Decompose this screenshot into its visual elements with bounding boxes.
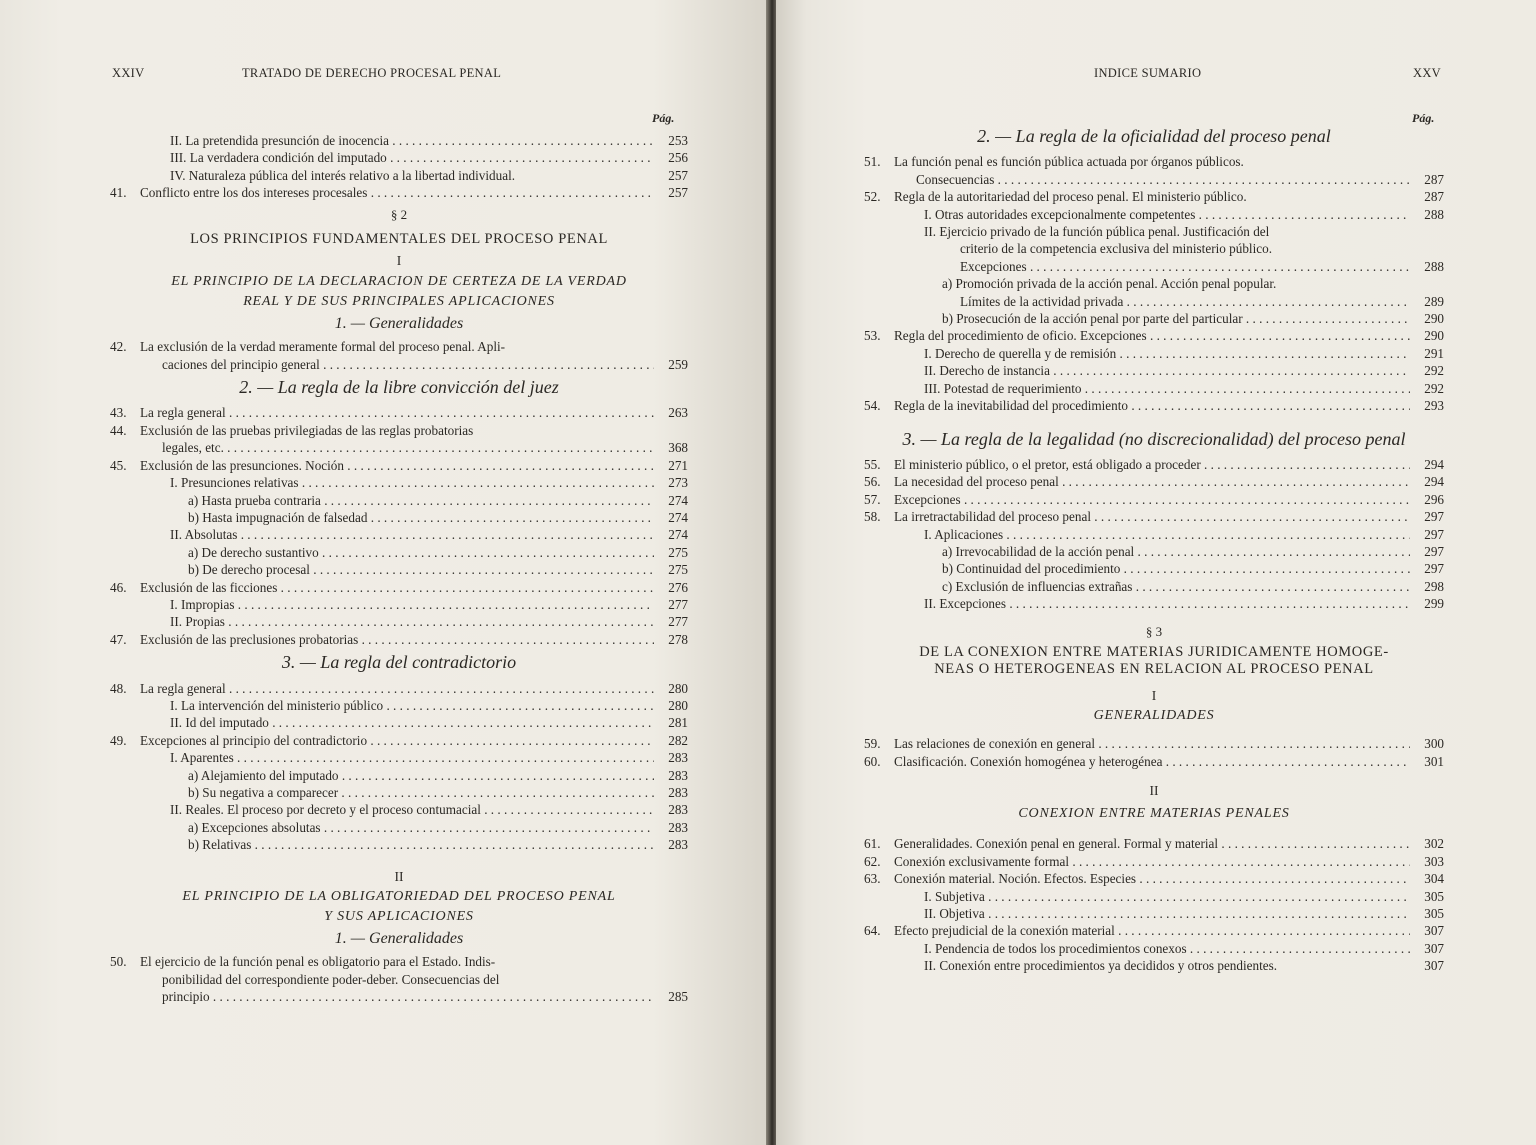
toc-entry [110, 732, 688, 749]
toc-entry [864, 735, 1444, 752]
toc-entry [864, 940, 1444, 957]
toc-entry-text: Excepciones al principio del contradictorio . . . [140, 732, 654, 749]
toc-entry-number: 59. [864, 736, 881, 752]
toc-entry-number: 46. [110, 579, 127, 595]
toc-entry-text: a) Promoción privada de la acción penal. Acción penal popular. [942, 276, 1277, 292]
left-sub2: 2. — La regla de la libre convicción del juez [239, 377, 559, 398]
toc-entry [864, 560, 1444, 577]
toc-entry-page: 294 [1424, 474, 1444, 490]
toc-entry-page: 281 [668, 715, 688, 731]
toc-entry [110, 526, 688, 543]
toc-entry-page: 259 [668, 356, 688, 372]
left-entries-c [110, 404, 688, 648]
left-sub3: 3. — La regla del contradictorio [281, 652, 517, 673]
toc-entry [110, 404, 688, 421]
toc-entry-number: 61. [864, 836, 881, 852]
toc-entry [110, 784, 688, 801]
toc-entry-number: 57. [864, 491, 881, 507]
toc-entry-page: 297 [1424, 526, 1444, 542]
toc-entry-page: 257 [668, 185, 688, 201]
toc-entry-page: 297 [1424, 561, 1444, 577]
toc-entry-text: Regla de la autoritariedad del proceso penal. El ministerio público. [894, 189, 1247, 205]
toc-entry-page: 307 [1424, 958, 1444, 974]
toc-entry-page: 282 [668, 732, 688, 748]
toc-entry-text: b) Su negativa a comparecer . . . [140, 784, 654, 801]
left-entries-e [110, 953, 688, 1005]
toc-entry-text: Exclusión de las preclusiones probatorias . . . [140, 631, 654, 648]
toc-entry-page: 291 [1424, 345, 1444, 361]
toc-entry-page: 256 [668, 150, 688, 166]
toc-entry [110, 613, 688, 630]
toc-entry-text: II. Ejercicio privado de la función pública penal. Justificación del [924, 224, 1270, 240]
left-part-two-title-2: Y SUS APLICACIONES [324, 909, 474, 925]
toc-entry [864, 171, 1444, 188]
toc-entry-text: II. Objetiva . . . [894, 905, 1410, 922]
toc-entry-text: legales, etc. . . . [140, 439, 654, 456]
toc-entry-page: 283 [668, 785, 688, 800]
right-part-one-numeral: I [1151, 687, 1157, 703]
toc-entry [110, 492, 688, 509]
toc-entry-page: 290 [1424, 311, 1444, 327]
right-running-title: INDICE SUMARIO [1094, 66, 1202, 80]
toc-entry-page: 290 [1424, 328, 1444, 344]
toc-entry-page: 278 [668, 631, 688, 647]
toc-entry-number: 45. [110, 457, 127, 473]
toc-entry [110, 596, 688, 613]
toc-entry [864, 870, 1444, 887]
toc-entry-page: 299 [1424, 596, 1444, 612]
toc-entry-text: Efecto prejudicial de la conexión material . . . [894, 922, 1410, 939]
toc-entry-text: Excepciones . . . [894, 258, 1410, 275]
toc-entry-number: 55. [864, 456, 881, 472]
toc-entry-text: I. Impropias . . . [140, 596, 654, 613]
toc-entry-page: 297 [1424, 543, 1444, 559]
toc-entry-page: 271 [668, 457, 688, 473]
toc-entry [864, 327, 1444, 344]
toc-entry-text: I. Pendencia de todos los procedimientos conexos . . . [894, 940, 1410, 957]
toc-entry-text: El ministerio público, o el pretor, está obligado a proceder . . . [894, 456, 1410, 473]
left-part-one-title-1: EL PRINCIPIO DE LA DECLARACION DE CERTEZA DE LA VERDAD [171, 273, 627, 289]
toc-entry-page: 280 [668, 697, 688, 713]
toc-entry-page: 274 [668, 492, 688, 508]
toc-entry [864, 526, 1444, 543]
toc-entry-text: c) Exclusión de influencias extrañas . . . [894, 578, 1410, 595]
right-entries-a [864, 153, 1444, 414]
toc-entry-page: 307 [1424, 923, 1444, 939]
left-sub4: 1. — Generalidades [334, 930, 464, 948]
left-entries-d [110, 680, 688, 854]
toc-entry-page: 288 [1424, 206, 1444, 222]
toc-entry-number: 63. [864, 871, 881, 887]
toc-entry-page: 293 [1424, 398, 1444, 414]
toc-entry-text: criterio de la competencia exclusiva del ministerio público. [960, 241, 1272, 257]
toc-entry-page: 257 [668, 167, 688, 183]
toc-entry-text: Límites de la actividad privada . . . [894, 293, 1410, 310]
right-section-title-1: DE LA CONEXION ENTRE MATERIAS JURIDICAMENTE HOMOGE- [919, 643, 1389, 660]
right-entries-b [864, 456, 1444, 613]
toc-entry-text: II. Conexión entre procedimientos ya decididos y otros pendientes. [924, 958, 1278, 974]
toc-entry-text: b) Continuidad del procedimiento . . . [894, 560, 1410, 577]
toc-entry-text: I. Otras autoridades excepcionalmente competentes . . . [894, 206, 1410, 223]
toc-entry [864, 888, 1444, 905]
toc-entry-text: Regla de la inevitabilidad del procedimiento . . . [894, 397, 1410, 414]
toc-entry [110, 439, 688, 456]
toc-entry-number: 56. [864, 474, 881, 490]
toc-entry [110, 836, 688, 853]
toc-entry-text: Las relaciones de conexión en general . . . [894, 735, 1410, 752]
toc-entry [110, 338, 688, 355]
left-entries-a [110, 132, 688, 202]
toc-entry [864, 491, 1444, 508]
toc-entry-text: I. Aparentes . . . [140, 749, 654, 766]
toc-entry-text: Exclusión de las pruebas privilegiadas de las reglas probatorias [140, 422, 474, 438]
right-page [776, 0, 1536, 1145]
toc-entry-number: 58. [864, 509, 881, 525]
toc-entry [864, 153, 1444, 170]
toc-entry-text: I. Aplicaciones . . . [894, 526, 1410, 543]
toc-entry-page: 274 [668, 527, 688, 543]
toc-entry-page: 292 [1424, 380, 1444, 396]
toc-entry-text: b) Hasta impugnación de falsedad . . . [140, 509, 654, 526]
toc-entry-text: II. Reales. El proceso por decreto y el proceso contumacial . . . [140, 801, 654, 818]
left-section-mark: § 2 [390, 206, 408, 222]
left-folio: XXIV [112, 66, 145, 80]
toc-entry [110, 167, 688, 184]
toc-entry-text: Conflicto entre los dos intereses procesales . . . [140, 184, 654, 201]
toc-entry-text: ponibilidad del correspondiente poder-deber. Consecuencias del [162, 971, 500, 987]
right-part-two-numeral: II [1149, 783, 1159, 798]
toc-entry-page: 305 [1424, 906, 1444, 922]
toc-entry-page: 275 [668, 544, 688, 560]
toc-entry-text: a) Hasta prueba contraria . . . [140, 492, 654, 509]
toc-entry-page: 292 [1424, 363, 1444, 379]
toc-entry-page: 283 [668, 750, 688, 766]
toc-entry-text: Conexión material. Noción. Efectos. Especies . . . [894, 870, 1410, 887]
right-entries-c [864, 735, 1444, 770]
toc-entry [110, 714, 688, 731]
toc-entry [110, 474, 688, 491]
toc-entry [864, 206, 1444, 223]
toc-entry-text: III. La verdadera condición del imputado . . . [140, 149, 654, 166]
toc-entry [864, 188, 1444, 205]
toc-entry-page: 283 [668, 819, 688, 835]
right-part-two-title: CONEXION ENTRE MATERIAS PENALES [1018, 806, 1290, 822]
toc-entry [864, 345, 1444, 362]
toc-entry-number: 47. [110, 631, 127, 647]
toc-entry-text: a) Irrevocabilidad de la acción penal . . . [894, 543, 1410, 560]
toc-entry-page: 253 [668, 133, 688, 148]
toc-entry [110, 631, 688, 648]
toc-entry-number: 54. [864, 398, 881, 414]
toc-entry [110, 988, 688, 1005]
toc-entry [110, 149, 688, 166]
toc-entry [110, 544, 688, 561]
toc-entry-page: 307 [1424, 940, 1444, 956]
toc-entry-text: I. La intervención del ministerio público . . . [140, 697, 654, 714]
toc-entry-page: 280 [668, 680, 688, 696]
toc-entry [864, 293, 1444, 310]
toc-entry-text: La exclusión de la verdad meramente formal del proceso penal. Apli- [140, 339, 506, 355]
toc-entry-number: 50. [110, 954, 127, 970]
toc-entry [110, 953, 688, 970]
toc-entry-page: 285 [668, 989, 688, 1005]
toc-entry [864, 380, 1444, 397]
right-section-mark: § 3 [1145, 623, 1163, 639]
toc-entry-page: 305 [1424, 888, 1444, 904]
toc-entry-page: 277 [668, 614, 688, 630]
toc-entry-text: Clasificación. Conexión homogénea y heterogénea . . . [894, 753, 1410, 770]
left-running-title: TRATADO DE DERECHO PROCESAL PENAL [242, 66, 502, 80]
toc-entry [110, 132, 688, 149]
toc-entry-number: 62. [864, 853, 881, 869]
toc-entry-text: a) Excepciones absolutas . . . [140, 819, 654, 836]
toc-entry [110, 579, 688, 596]
toc-entry-number: 52. [864, 189, 881, 205]
toc-entry-text: II. Absolutas . . . [140, 526, 654, 543]
left-part-one-title-2: REAL Y DE SUS PRINCIPALES APLICACIONES [243, 293, 555, 309]
right-sub2: 3. — La regla de la legalidad (no discrecionalidad) del proceso penal [902, 428, 1406, 449]
right-section-title-2: NEAS O HETEROGENEAS EN RELACION AL PROCESO PENAL [934, 661, 1374, 678]
toc-entry-text: La regla general . . . [140, 680, 654, 697]
toc-entry-page: 287 [1424, 189, 1444, 205]
toc-entry-number: 42. [110, 339, 127, 355]
toc-entry [864, 853, 1444, 870]
right-entries-d [864, 835, 1444, 974]
toc-entry-page: 277 [668, 596, 688, 612]
left-entries-b [110, 338, 688, 373]
toc-entry [864, 456, 1444, 473]
toc-entry [864, 753, 1444, 770]
toc-entry-text: Exclusión de las ficciones . . . [140, 579, 654, 596]
toc-entry-page: 300 [1424, 736, 1444, 752]
toc-entry [110, 509, 688, 526]
toc-entry [864, 578, 1444, 595]
toc-entry-text: II. Derecho de instancia . . . [894, 362, 1410, 379]
toc-entry [864, 223, 1444, 240]
toc-entry-page: 294 [1424, 456, 1444, 472]
right-pag-label: Pág. [1412, 111, 1435, 125]
toc-entry-page: 263 [668, 405, 688, 421]
right-part-one-title: GENERALIDADES [1093, 708, 1215, 724]
toc-entry [864, 362, 1444, 379]
toc-entry [864, 310, 1444, 327]
toc-entry [864, 922, 1444, 939]
toc-entry-page: 297 [1424, 509, 1444, 525]
toc-entry-text: I. Derecho de querella y de remisión . . . [894, 345, 1410, 362]
toc-entry [864, 595, 1444, 612]
toc-entry [864, 905, 1444, 922]
toc-entry-text: La función penal es función pública actuada por órganos públicos. [894, 154, 1244, 170]
toc-entry-number: 51. [864, 154, 881, 170]
toc-entry-page: 303 [1424, 853, 1444, 869]
left-pag-label: Pág. [652, 111, 675, 125]
toc-entry-number: 43. [110, 405, 127, 421]
toc-entry-number: 53. [864, 328, 881, 344]
toc-entry-page: 288 [1424, 258, 1444, 274]
toc-entry-page: 301 [1424, 753, 1444, 769]
toc-entry-text: II. Id del imputado . . . [140, 714, 654, 731]
left-section-title: LOS PRINCIPIOS FUNDAMENTALES DEL PROCESO PENAL [190, 231, 608, 248]
toc-entry-text: IV. Naturaleza pública del interés relativo a la libertad individual. [170, 167, 516, 183]
toc-entry-page: 276 [668, 579, 688, 595]
toc-entry-page: 304 [1424, 871, 1444, 887]
toc-entry-text: Consecuencias . . . [894, 171, 1410, 188]
toc-entry-page: 296 [1424, 491, 1444, 507]
toc-entry [110, 749, 688, 766]
toc-entry [110, 680, 688, 697]
toc-entry [864, 397, 1444, 414]
toc-entry [110, 184, 688, 201]
toc-entry-text: II. Propias . . . [140, 613, 654, 630]
toc-entry-text: a) De derecho sustantivo . . . [140, 544, 654, 561]
toc-entry [864, 473, 1444, 490]
toc-entry [110, 819, 688, 836]
toc-entry [864, 957, 1444, 974]
right-folio: XXV [1413, 66, 1441, 80]
toc-entry [110, 356, 688, 373]
toc-entry [864, 240, 1444, 257]
toc-entry-page: 274 [668, 509, 688, 525]
toc-entry-number: 49. [110, 732, 127, 748]
toc-entry-text: b) Relativas . . . [140, 836, 654, 853]
toc-entry-page: 368 [668, 440, 688, 456]
toc-entry-text: principio . . . [140, 988, 654, 1005]
toc-entry-text: II. Excepciones . . . [894, 595, 1410, 612]
toc-entry [110, 697, 688, 714]
toc-entry-text: I. Subjetiva . . . [894, 888, 1410, 905]
toc-entry-page: 283 [668, 837, 688, 853]
toc-entry-text: La irretractabilidad del proceso penal . . . [894, 508, 1410, 525]
toc-entry-text: Generalidades. Conexión penal en general. Formal y material . . . [894, 835, 1410, 852]
right-toc [864, 128, 1444, 975]
toc-entry-text: La regla general . . . [140, 404, 654, 421]
left-toc [110, 132, 688, 1006]
toc-entry-text: El ejercicio de la función penal es obligatorio para el Estado. Indis- [140, 954, 496, 970]
toc-entry-text: Excepciones . . . [894, 491, 1410, 508]
toc-entry [864, 835, 1444, 852]
toc-entry-number: 41. [110, 185, 127, 201]
toc-entry-page: 302 [1424, 836, 1444, 852]
toc-entry-page: 298 [1424, 578, 1444, 594]
toc-entry-text: b) De derecho procesal . . . [140, 561, 654, 578]
toc-entry-text: La necesidad del proceso penal . . . [894, 473, 1410, 490]
left-part-two-numeral: II [394, 868, 404, 884]
left-part-one-numeral: I [396, 253, 402, 269]
toc-entry-page: 283 [668, 767, 688, 783]
left-part-two-title-1: EL PRINCIPIO DE LA OBLIGATORIEDAD DEL PROCESO PENAL [182, 889, 616, 905]
toc-entry [864, 543, 1444, 560]
toc-entry-page: 273 [668, 475, 688, 491]
toc-entry-text: caciones del principio general . . . [140, 356, 654, 373]
toc-entry-text: Exclusión de las presunciones. Noción . . . [140, 457, 654, 474]
toc-entry-text: a) Alejamiento del imputado . . . [140, 767, 654, 784]
toc-entry [110, 971, 688, 988]
toc-entry [864, 258, 1444, 275]
toc-entry [864, 275, 1444, 292]
toc-entry-text: Regla del procedimiento de oficio. Excepciones . . . [894, 327, 1410, 344]
toc-entry-text: Conexión exclusivamente formal . . . [894, 853, 1410, 870]
toc-entry [110, 561, 688, 578]
toc-entry-text: III. Potestad de requerimiento . . . [894, 380, 1410, 397]
toc-entry-number: 64. [864, 923, 881, 939]
toc-entry-page: 283 [668, 802, 688, 818]
toc-entry-number: 48. [110, 680, 127, 696]
toc-entry-text: II. La pretendida presunción de inocencia . . . [140, 132, 654, 149]
right-sub1: 2. — La regla de la oficialidad del proceso penal [977, 126, 1331, 146]
toc-entry-page: 287 [1424, 171, 1444, 187]
left-sub1: 1. — Generalidades [334, 314, 464, 332]
toc-entry [110, 457, 688, 474]
toc-entry-text: I. Presunciones relativas . . . [140, 474, 654, 491]
toc-entry [110, 801, 688, 818]
toc-entry-number: 60. [864, 753, 881, 769]
toc-entry [864, 508, 1444, 525]
toc-entry-text: b) Prosecución de la acción penal por parte del particular . . . [894, 310, 1410, 327]
toc-entry [110, 422, 688, 439]
toc-entry-number: 44. [110, 422, 127, 438]
toc-entry-page: 275 [668, 562, 688, 578]
toc-entry-page: 289 [1424, 293, 1444, 309]
toc-entry [110, 767, 688, 784]
